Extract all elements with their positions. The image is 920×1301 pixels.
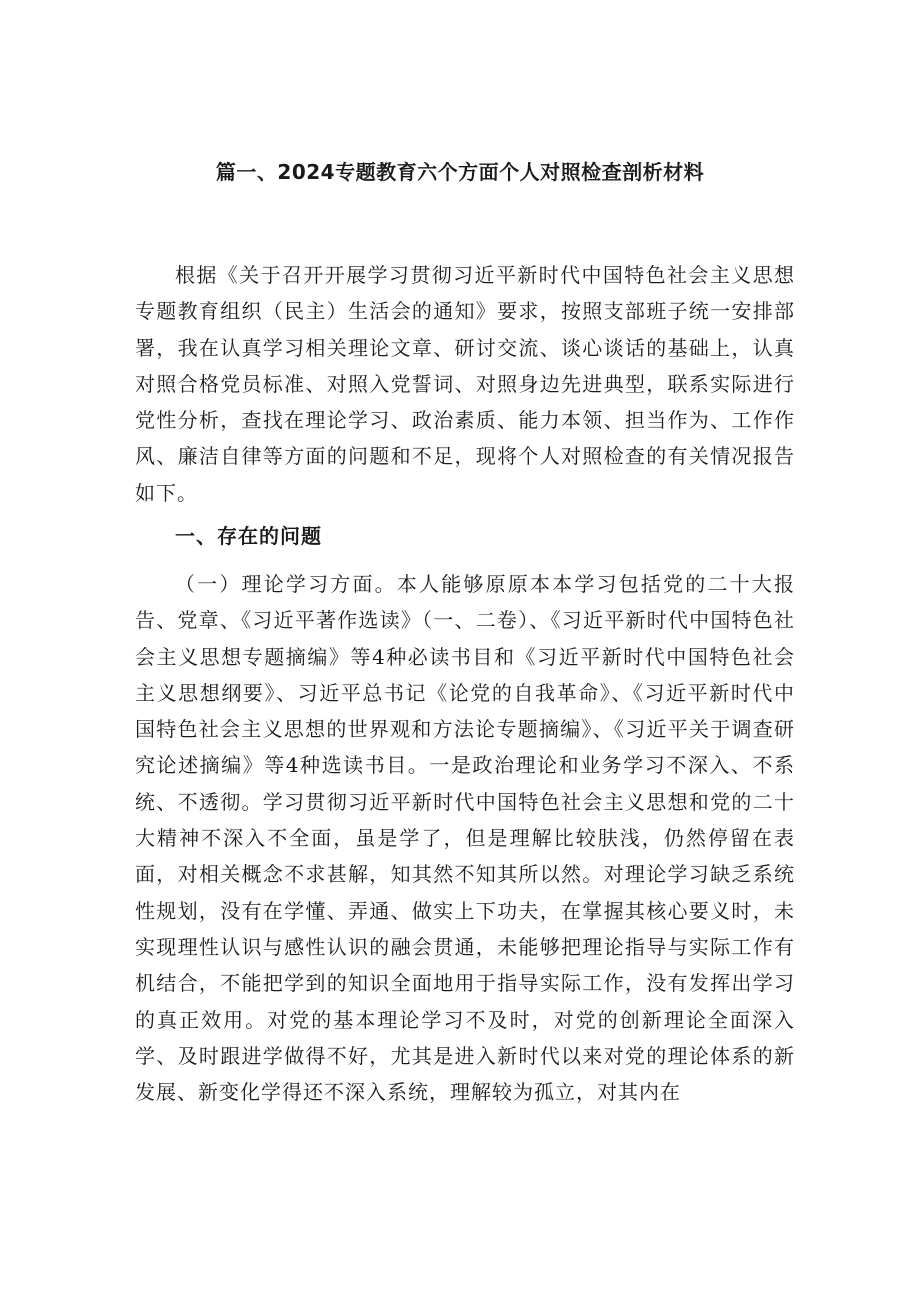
intro-paragraph: 根据《关于召开开展学习贯彻习近平新时代中国特色社会主义思想专题教育组织（民主）生活会的通知》要求，按照支部班子统一安排部署，我在认真学习相关理论文章、研讨交流、谈心谈话的基础上，认真对照合格党员标准、对照入党誓词、对照身边先进典型，联系实际进行党性分析，查找在理论学习、政治素质、能力本领、担当作为、工作作风、廉洁自律等方面的问题和不足，现将个人对照检查的有关情况报告如下。 <box>135 263 795 505</box>
document-title: 篇一、2024专题教育六个方面个人对照检查剖析材料 <box>215 160 705 184</box>
section-heading-problems: 一、存在的问题 <box>175 524 322 548</box>
theory-study-paragraph: （一）理论学习方面。本人能够原原本本学习包括党的二十大报告、党章、《习近平著作选读》（一、二卷）、《习近平新时代中国特色社会主义思想专题摘编》等4种必读书目和《习近平新时代中国特色社会主义思想纲要》、习近平总书记《论党的自我革命》、《习近平新时代中国特色社会主义思想的世界观和方法论专题摘编》、《习近平关于调查研究论述摘编》等4种选读书目。一是政治理论和业务学习不深入、不系统、不透彻。学习贯彻习近平新时代中国特色社会主义思想和党的二十大精神不深入不全面，虽是学了，但是理解比较肤浅，仍然停留在表面，对相关概念不求甚解，知其然不知其所以然。对理论学习缺乏系统性规划，没有在学懂、弄通、做实上下功夫，在掌握其核心要义时，未实现理性认识与感性认识的融会贯通，未能够把理论指导与实际工作有机结合，不能把学到的知识全面地用于指导实际工作，没有发挥出学习的真正效用。对党的基本理论学习不及时，对党的创新理论全面深入学、及时跟进学做得不好，尤其是进入新时代以来对党的理论体系的新发展、新变化学得还不深入系统，理解较为孤立，对其内在 <box>135 572 795 1105</box>
